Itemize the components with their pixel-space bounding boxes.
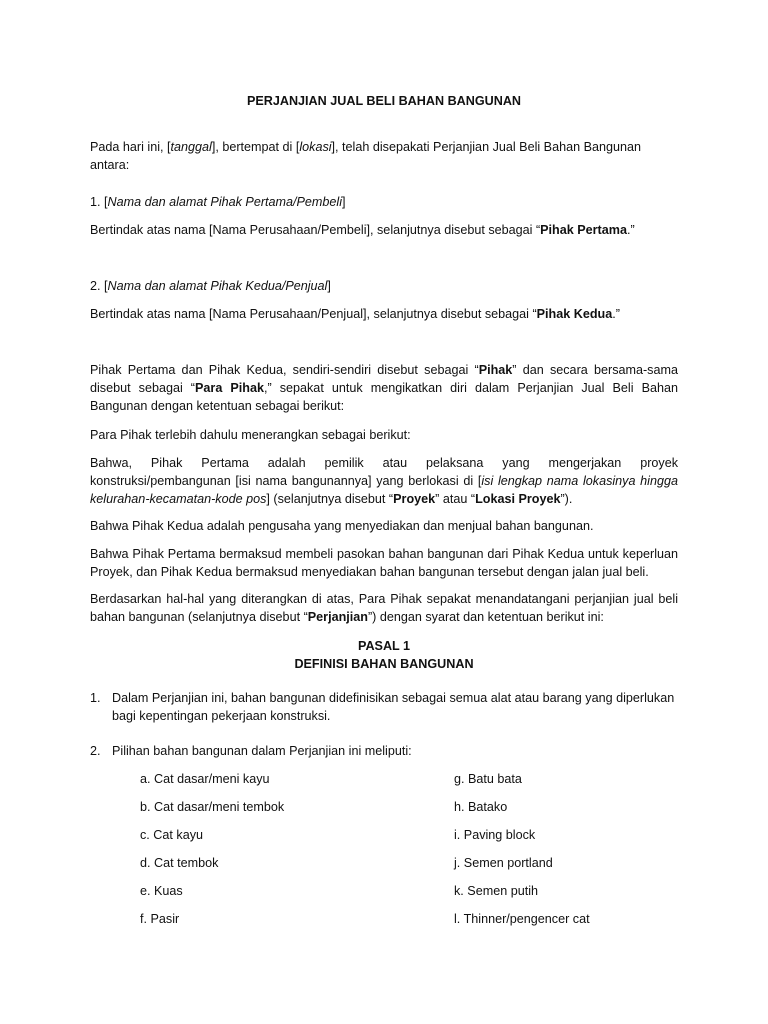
para-pihak-term: Para Pihak — [195, 381, 264, 395]
pihak-term: Pihak — [478, 363, 513, 377]
bahwa2-paragraph: Bahwa Pihak Kedua adalah pengusaha yang menyediakan dan menjual bahan bangunan. — [90, 519, 594, 533]
intro-text-c: ], telah disepakati Perjanjian Jual Beli Bahan Bangunan antara: — [90, 140, 642, 172]
material-item: j. Semen portland — [454, 856, 553, 870]
bahwa1-paragraph — [90, 454, 678, 508]
para-pihak-text-a: Pihak Pertama dan Pihak Kedua, sendiri-sendiri disebut sebagai “ — [90, 363, 479, 377]
pasal1-item1-text: Dalam Perjanjian ini, bahan bangunan didefinisikan sebagai semua alat atau barang yang diperlukan bagi kepentingan pekerjaan konstruksi. — [112, 691, 675, 723]
para-pihak-paragraph — [90, 361, 678, 415]
para-pihak-text-c: ” dan secara bersama-sama disebut sebagai “ — [90, 363, 678, 395]
para-pihak-text-d: ,” sepakat untuk mengikatkan diri dalam Perjanjian Jual Beli Bahan Bangunan dengan ketentuan sebagai berikut: — [90, 381, 678, 413]
party1-heading — [90, 193, 678, 211]
berdasarkan-text-a: Berdasarkan hal-hal yang diterangkan di atas, Para Pihak sepakat menandatangani perjanjian jual beli bahan bangunan (selanjutnya disebut “ — [90, 592, 678, 624]
pasal1-item2-number: 2. — [90, 744, 101, 758]
material-item: l. Thinner/pengencer cat — [454, 912, 590, 926]
pasal-heading: PASAL 1 — [357, 639, 411, 653]
party1-num: 1. [ — [90, 195, 108, 209]
party2-acting — [90, 305, 678, 323]
material-item: a. Cat dasar/meni kayu — [140, 772, 270, 786]
party2-act-end: .” — [612, 307, 620, 321]
party2-alias: Pihak Kedua — [536, 307, 613, 321]
berdasarkan-text-b: ”) dengan syarat dan ketentuan berikut ini: — [367, 610, 604, 624]
party1-act-end: .” — [626, 223, 635, 237]
proyek-term: Proyek — [393, 492, 436, 506]
berdasarkan-paragraph — [90, 590, 678, 626]
party1-name: Nama dan alamat Pihak Pertama/Pembeli — [107, 195, 343, 209]
intro-paragraph — [90, 138, 678, 174]
lokasi-proyek-term: Lokasi Proyek — [475, 492, 561, 506]
perjanjian-term: Perjanjian — [307, 610, 368, 624]
party2-name: Nama dan alamat Pihak Kedua/Penjual — [107, 279, 328, 293]
party1-close: ] — [342, 195, 346, 209]
intro-tanggal: tanggal — [170, 140, 212, 154]
intro-text-a: Pada hari ini, [ — [90, 140, 171, 154]
party2-num: 2. [ — [90, 279, 108, 293]
bahwa1-lokasi-placeholder: isi lengkap nama lokasinya hingga kelurahan-kecamatan-kode pos — [90, 474, 678, 506]
material-item: e. Kuas — [140, 884, 183, 898]
material-item: d. Cat tembok — [140, 856, 219, 870]
party1-alias: Pihak Pertama — [540, 223, 627, 237]
pasal1-item1-number: 1. — [90, 691, 101, 705]
menerangkan-paragraph: Para Pihak terlebih dahulu menerangkan sebagai berikut: — [90, 428, 411, 442]
material-item: b. Cat dasar/meni tembok — [140, 800, 285, 814]
pasal-subheading: DEFINISI BAHAN BANGUNAN — [294, 657, 474, 671]
material-item: c. Cat kayu — [140, 828, 203, 842]
bahwa1-text-a: Bahwa, Pihak Pertama adalah pemilik atau pelaksana yang mengerjakan proyek konstruksi/pembangunan [isi nama bangunannya] yang berlokasi di [ — [90, 456, 678, 488]
bahwa1-text-d: ”). — [560, 492, 573, 506]
bahwa1-text-c: ” atau “ — [435, 492, 476, 506]
bahwa3-paragraph: Bahwa Pihak Pertama bermaksud membeli pasokan bahan bangunan dari Pihak Kedua untuk keperluan Proyek, dan Pihak Kedua bermaksud menyediakan bahan bangunan tersebut dengan jalan jual beli. — [90, 547, 678, 579]
intro-text-b: ], bertempat di [ — [211, 140, 300, 154]
party1-act-text: Bertindak atas nama [Nama Perusahaan/Pembeli], selanjutnya disebut sebagai “ — [90, 223, 541, 237]
pasal1-item2-text: Pilihan bahan bangunan dalam Perjanjian ini meliputi: — [112, 744, 412, 758]
intro-lokasi: lokasi — [299, 140, 332, 154]
material-item: h. Batako — [454, 800, 508, 814]
party1-acting — [90, 221, 678, 239]
material-item: i. Paving block — [454, 828, 536, 842]
material-item: g. Batu bata — [454, 772, 522, 786]
material-item: k. Semen putih — [454, 884, 539, 898]
material-item: f. Pasir — [140, 912, 180, 926]
party2-close: ] — [327, 279, 331, 293]
bahwa1-text-b: ] (selanjutnya disebut “ — [266, 492, 394, 506]
party2-act-text: Bertindak atas nama [Nama Perusahaan/Penjual], selanjutnya disebut sebagai “ — [90, 307, 537, 321]
document-title: PERJANJIAN JUAL BELI BAHAN BANGUNAN — [246, 94, 522, 108]
party2-heading — [90, 277, 678, 295]
